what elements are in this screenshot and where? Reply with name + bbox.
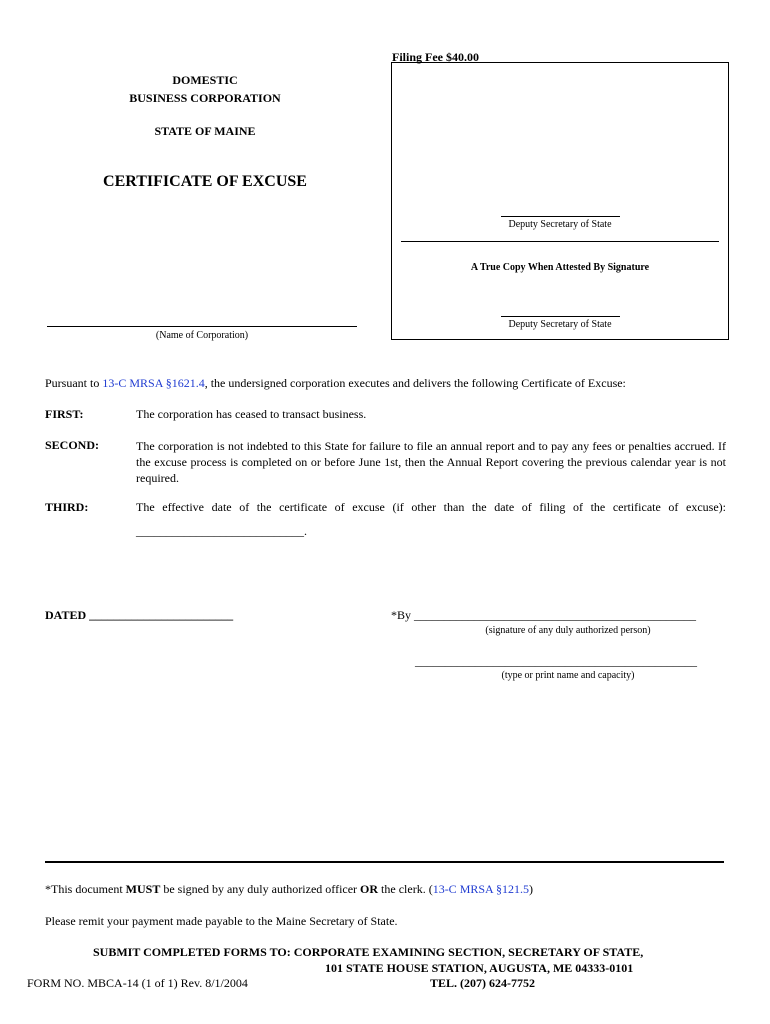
submit-line-1: SUBMIT COMPLETED FORMS TO: CORPORATE EXAMINING SECTION, SECRETARY OF STATE, bbox=[93, 945, 644, 959]
deputy-label-2: Deputy Secretary of State bbox=[508, 319, 612, 330]
first-label: FIRST: bbox=[45, 407, 84, 421]
statute-link-121[interactable]: 13-C MRSA §121.5 bbox=[432, 882, 530, 896]
effective-date-blank[interactable]: ____________________________. bbox=[136, 524, 307, 538]
third-text: The effective date of the certificate of excuse (if other than the date of filing of the certificate of excuse): bbox=[136, 500, 726, 514]
note-prefix: *This document bbox=[45, 882, 126, 896]
intro-prefix: Pursuant to bbox=[45, 376, 103, 390]
true-copy-label: A True Copy When Attested By Signature bbox=[470, 262, 650, 273]
telephone: TEL. (207) 624-7752 bbox=[430, 976, 535, 990]
print-name-caption: (type or print name and capacity) bbox=[501, 670, 635, 681]
by-signature-field[interactable]: *By _______________________________________________ bbox=[391, 608, 697, 622]
intro-paragraph bbox=[45, 376, 735, 391]
filing-fee: Filing Fee $40.00 bbox=[392, 50, 479, 64]
dated-label: DATED ________________________ bbox=[45, 608, 234, 622]
deputy-label-1: Deputy Secretary of State bbox=[508, 219, 612, 230]
note-mid: be signed by any duly authorized officer bbox=[160, 882, 361, 896]
footer-divider bbox=[45, 861, 724, 863]
title-line-business-corporation: BUSINESS CORPORATION bbox=[129, 91, 281, 105]
second-text: The corporation is not indebted to this State for failure to file an annual report and to pay any fees or penalties accrued. If the excuse process is completed on or before June 1st, then the Annual Report covering the previous calendar year is not required. bbox=[136, 439, 726, 485]
signature-caption: (signature of any duly authorized person) bbox=[485, 625, 651, 636]
dated-field[interactable] bbox=[45, 608, 233, 623]
state-of-maine: STATE OF MAINE bbox=[154, 124, 256, 138]
intro-suffix: , the undersigned corporation executes and delivers the following Certificate of Excuse: bbox=[204, 376, 626, 390]
statute-link-1621[interactable]: 13-C MRSA §1621.4 bbox=[102, 376, 205, 390]
note-after: the clerk. ( bbox=[378, 882, 433, 896]
second-label: SECOND: bbox=[45, 438, 100, 452]
note-close: ) bbox=[529, 882, 534, 896]
first-text: The corporation has ceased to transact business. bbox=[136, 407, 367, 421]
remit-note: Please remit your payment made payable to the Maine Secretary of State. bbox=[45, 914, 398, 928]
note-must: MUST bbox=[125, 882, 161, 896]
note-or: OR bbox=[360, 882, 379, 896]
corporation-name-label: (Name of Corporation) bbox=[155, 330, 249, 341]
title-line-domestic: DOMESTIC bbox=[172, 73, 238, 87]
attest-box bbox=[391, 62, 729, 340]
print-name-field[interactable]: _______________________________________________ bbox=[415, 654, 697, 668]
form-number: FORM NO. MBCA-14 (1 of 1) Rev. 8/1/2004 bbox=[27, 976, 248, 990]
deputy-signature-line-1[interactable] bbox=[501, 216, 620, 217]
attest-divider bbox=[401, 241, 719, 242]
page-title: CERTIFICATE OF EXCUSE bbox=[103, 173, 307, 190]
corporation-name-line[interactable] bbox=[47, 326, 357, 327]
deputy-signature-line-2[interactable] bbox=[501, 316, 620, 317]
signing-note bbox=[45, 882, 735, 897]
submit-line-2: 101 STATE HOUSE STATION, AUGUSTA, ME 04333-0101 bbox=[325, 961, 634, 975]
third-label: THIRD: bbox=[45, 500, 89, 514]
